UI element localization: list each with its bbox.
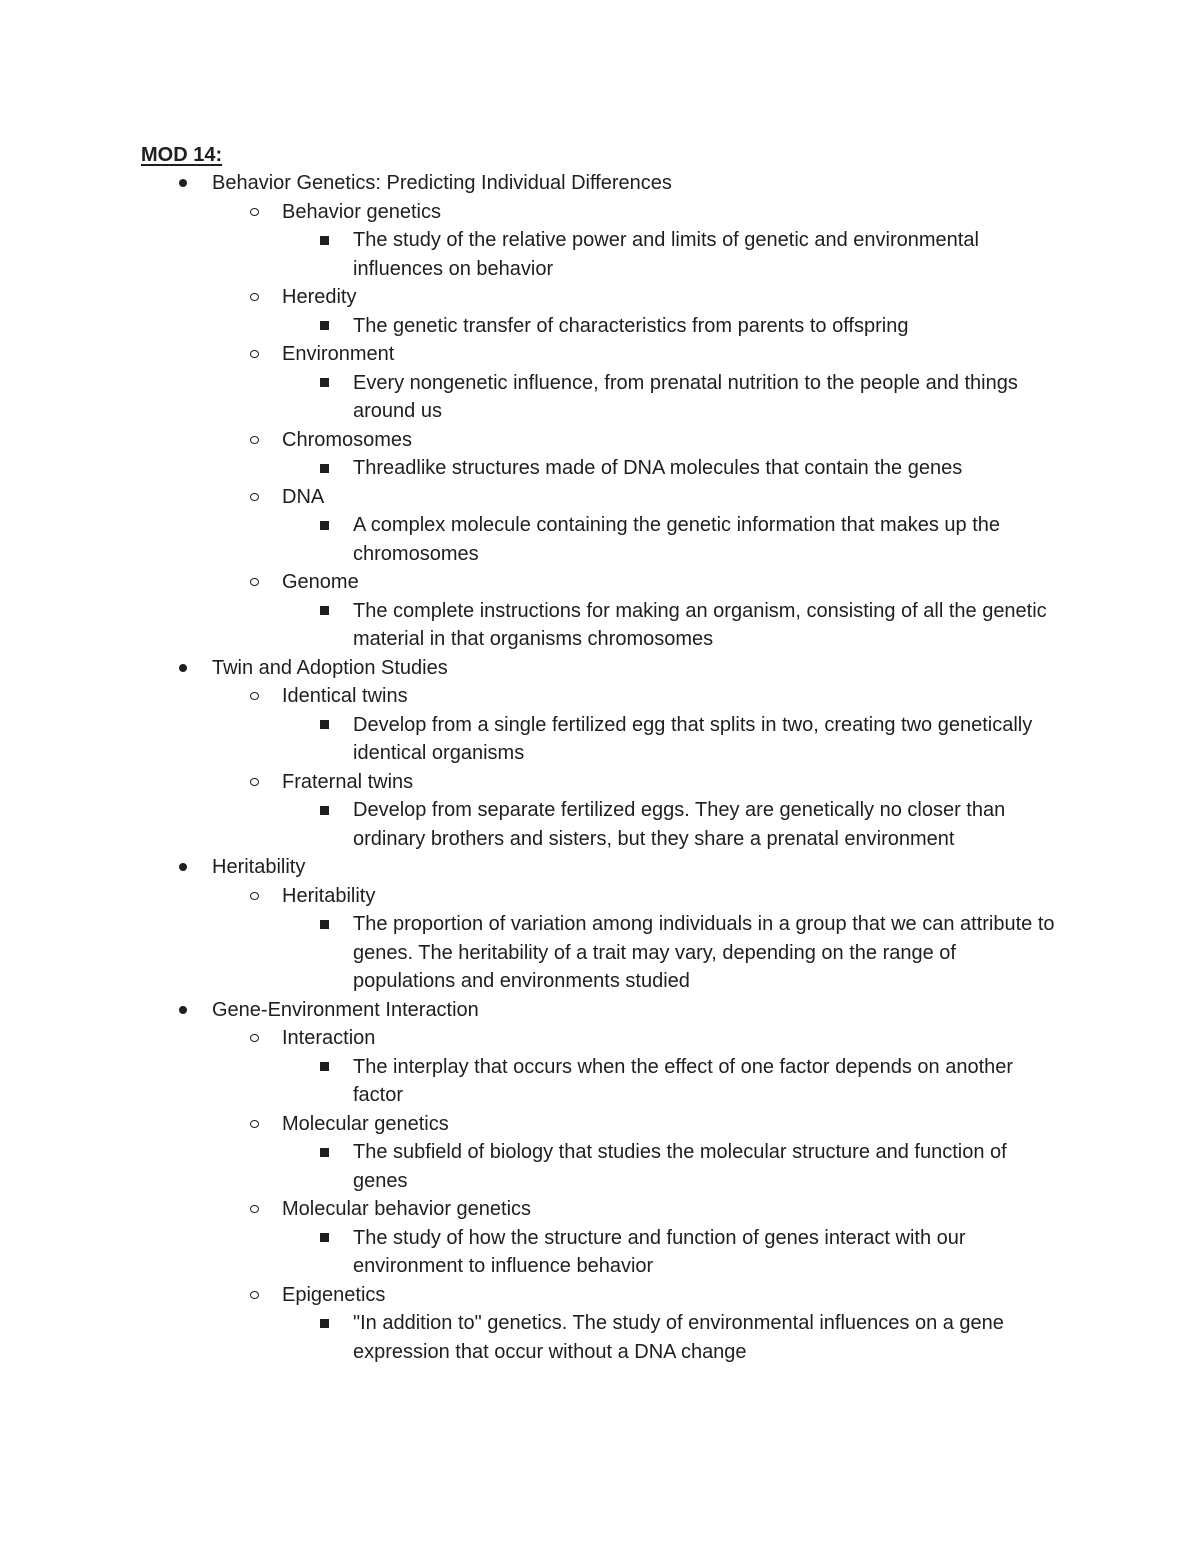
term-item <box>0 568 1200 597</box>
term-name: Epigenetics <box>282 1283 386 1306</box>
filled-square-bullet-icon <box>320 1319 329 1328</box>
term-item <box>0 1281 1200 1310</box>
term-item <box>0 340 1200 369</box>
filled-circle-bullet-icon <box>179 664 187 672</box>
section-heading: Heritability <box>212 856 306 878</box>
term-item <box>0 283 1200 312</box>
bullet-marker <box>246 682 262 711</box>
term-item <box>0 198 1200 227</box>
hollow-circle-bullet-icon <box>250 1205 259 1213</box>
definition-item <box>0 597 1063 654</box>
term-definition: A complex molecule containing the genetic information that makes up the chromosomes <box>353 514 1001 565</box>
bullet-marker <box>316 369 332 398</box>
bullet-marker <box>246 283 262 312</box>
term-definition: The subfield of biology that studies the molecular structure and function of genes <box>353 1141 1007 1192</box>
definition-item <box>0 369 1063 426</box>
bullet-marker <box>316 1138 332 1167</box>
filled-circle-bullet-icon <box>179 1006 187 1014</box>
term-name: Behavior genetics <box>282 200 441 223</box>
term-definition: Threadlike structures made of DNA molecules that contain the genes <box>353 457 963 479</box>
section-heading: Gene-Environment Interaction <box>212 998 479 1021</box>
hollow-circle-bullet-icon <box>250 493 259 501</box>
bullet-marker <box>316 597 332 626</box>
hollow-circle-bullet-icon <box>250 293 259 301</box>
definition-item <box>0 511 1063 568</box>
bullet-marker <box>316 312 332 341</box>
hollow-circle-bullet-icon <box>250 1120 259 1128</box>
filled-circle-bullet-icon <box>179 863 187 871</box>
hollow-circle-bullet-icon <box>250 778 259 786</box>
hollow-circle-bullet-icon <box>250 692 259 700</box>
filled-square-bullet-icon <box>320 1062 329 1071</box>
term-name: Molecular behavior genetics <box>282 1198 532 1220</box>
hollow-circle-bullet-icon <box>250 436 259 444</box>
hollow-circle-bullet-icon <box>250 1034 259 1042</box>
definition-item <box>0 910 1063 996</box>
bullet-marker <box>176 996 190 1025</box>
filled-square-bullet-icon <box>320 236 329 245</box>
bullet-marker <box>246 1195 262 1224</box>
definition-item <box>0 711 1063 768</box>
section-heading: Twin and Adoption Studies <box>212 656 448 679</box>
term-item <box>0 1195 1200 1224</box>
bullet-marker <box>316 454 332 483</box>
section-item <box>0 996 1200 1025</box>
bullet-marker <box>316 711 332 740</box>
bullet-marker <box>316 1053 332 1082</box>
term-name: Environment <box>282 343 395 365</box>
term-definition: Every nongenetic influence, from prenatal nutrition to the people and things around us <box>353 371 1018 422</box>
definition-item <box>0 226 1063 283</box>
filled-square-bullet-icon <box>320 464 329 473</box>
hollow-circle-bullet-icon <box>250 208 259 216</box>
hollow-circle-bullet-icon <box>250 1291 259 1299</box>
term-item <box>0 483 1200 512</box>
definition-item <box>0 1138 1063 1195</box>
bullet-marker <box>246 426 262 455</box>
section-heading: Behavior Genetics: Predicting Individual Differences <box>212 172 672 194</box>
term-definition: The study of how the structure and function of genes interact with our environment to influence behavior <box>353 1226 966 1277</box>
term-name: Genome <box>282 571 359 593</box>
filled-square-bullet-icon <box>320 720 329 729</box>
bullet-marker <box>316 226 332 255</box>
notes-outline <box>0 169 1200 1366</box>
section-item <box>0 169 1200 198</box>
term-definition: The genetic transfer of characteristics from parents to offspring <box>353 314 909 337</box>
term-item <box>0 768 1200 797</box>
filled-square-bullet-icon <box>320 1233 329 1242</box>
definition-item <box>0 1309 1063 1366</box>
hollow-circle-bullet-icon <box>250 892 259 900</box>
term-name: Molecular genetics <box>282 1112 449 1135</box>
term-name: Heredity <box>282 286 357 308</box>
bullet-marker <box>176 654 190 683</box>
filled-circle-bullet-icon <box>179 179 187 187</box>
term-name: Interaction <box>282 1027 376 1049</box>
term-name: Fraternal twins <box>282 770 414 793</box>
bullet-marker <box>246 768 262 797</box>
bullet-marker <box>316 511 332 540</box>
term-item <box>0 1110 1200 1139</box>
term-item <box>0 1024 1200 1053</box>
section-item <box>0 853 1200 882</box>
definition-item <box>0 1053 1063 1110</box>
definition-item <box>0 796 1063 853</box>
section-item <box>0 654 1200 683</box>
term-definition: The interplay that occurs when the effect of one factor depends on another factor <box>353 1055 1014 1106</box>
term-definition: Develop from a single fertilized egg that splits in two, creating two genetically identical organisms <box>353 713 1033 764</box>
term-definition: Develop from separate fertilized eggs. They are genetically no closer than ordinary brothers and sisters, but they share a prenatal environment <box>353 799 1006 850</box>
term-definition: The proportion of variation among individuals in a group that we can attribute to genes. The heritability of a trait may vary, depending on the range of populations and environments studied <box>353 913 1055 992</box>
term-name: DNA <box>282 485 325 508</box>
term-name: Chromosomes <box>282 428 413 451</box>
bullet-marker <box>316 910 332 939</box>
term-definition: "In addition to" genetics. The study of environmental influences on a gene expression that occur without a DNA change <box>353 1312 1004 1363</box>
definition-item <box>0 1224 1063 1281</box>
filled-square-bullet-icon <box>320 606 329 615</box>
bullet-marker <box>316 1309 332 1338</box>
term-name: Heritability <box>282 884 376 907</box>
bullet-marker <box>176 853 190 882</box>
filled-square-bullet-icon <box>320 521 329 530</box>
bullet-marker <box>246 483 262 512</box>
bullet-marker <box>176 169 190 198</box>
bullet-marker <box>246 340 262 369</box>
hollow-circle-bullet-icon <box>250 578 259 586</box>
term-name: Identical twins <box>282 685 408 707</box>
filled-square-bullet-icon <box>320 806 329 815</box>
term-definition: The study of the relative power and limits of genetic and environmental influences on behavior <box>353 229 979 280</box>
term-item <box>0 426 1200 455</box>
hollow-circle-bullet-icon <box>250 350 259 358</box>
term-definition: The complete instructions for making an organism, consisting of all the genetic material in that organisms chromosomes <box>353 599 1047 650</box>
definition-item <box>0 312 1063 341</box>
bullet-marker <box>316 796 332 825</box>
term-item <box>0 682 1200 711</box>
bullet-marker <box>246 1110 262 1139</box>
bullet-marker <box>246 568 262 597</box>
bullet-marker <box>246 198 262 227</box>
filled-square-bullet-icon <box>320 321 329 330</box>
bullet-marker <box>316 1224 332 1253</box>
bullet-marker <box>246 1024 262 1053</box>
definition-item <box>0 454 1063 483</box>
filled-square-bullet-icon <box>320 1148 329 1157</box>
bullet-marker <box>246 882 262 911</box>
filled-square-bullet-icon <box>320 378 329 387</box>
filled-square-bullet-icon <box>320 920 329 929</box>
document-title: MOD 14: <box>141 144 223 166</box>
bullet-marker <box>246 1281 262 1310</box>
term-item <box>0 882 1200 911</box>
